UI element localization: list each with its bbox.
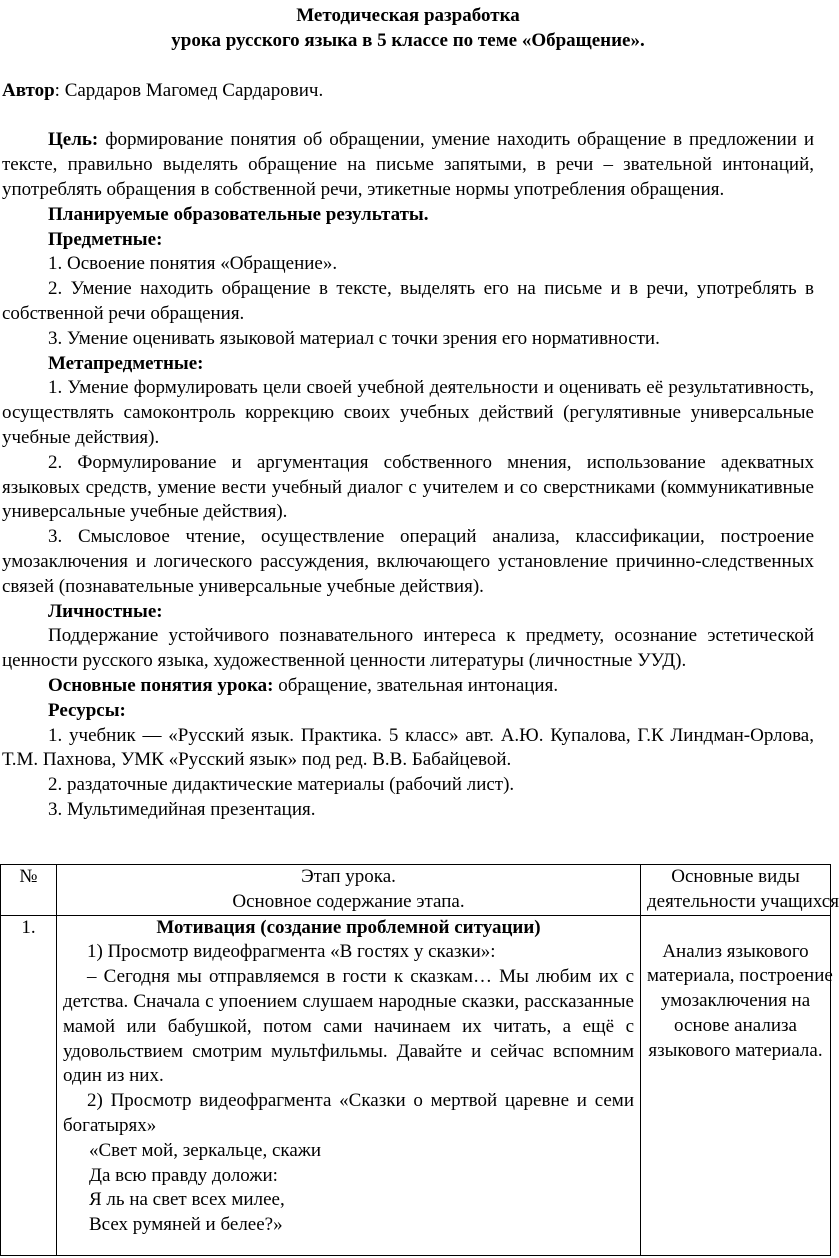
poem-quote (63, 1139, 634, 1238)
author-line: Автор: Сардаров Магомед Сардарович. (2, 79, 324, 101)
header-stage-line-2: Основное содержание этапа. (232, 890, 465, 912)
subject-item-2: 2. Умение находить обращение в тексте, выделять его на письме и в речи, употреблять в собственной речи обращения. (2, 278, 814, 324)
activity-line-4: основе анализа (674, 1014, 797, 1036)
stage-step-1: 1) Просмотр видеофрагмента «В гостях у сказки»: (87, 941, 496, 963)
resources-heading: Ресурсы: (48, 699, 126, 721)
author-label: Автор (2, 79, 55, 101)
goal-text: формирование понятия об обращении, умение находить обращение в предложении и тексте, правильно выделять обращение на письме запятыми, в речи – звательной интонаций, употреблять обращения в собственной речи, этикетные нормы употребления обращения. (2, 129, 814, 200)
poem-line-3: Я ль на свет всех милее, (89, 1189, 285, 1211)
meta-results-heading: Метапредметные: (48, 352, 204, 374)
subject-results-heading: Предметные: (48, 228, 163, 250)
activity-line-5: языкового материала. (648, 1039, 823, 1061)
subject-item-3: 3. Умение оценивать языковой материал с точки зрения его нормативности. (48, 327, 660, 349)
row-activity (641, 915, 831, 1255)
activity-line-1: Анализ языкового (662, 940, 809, 962)
resource-item-2: 2. раздаточные дидактические материалы (рабочий лист). (48, 774, 515, 796)
document-title-line-1: Методическая разработка (296, 5, 520, 26)
subject-item-1: 1. Освоение понятия «Обращение». (48, 253, 338, 275)
stage-step-2: 2) Просмотр видеофрагмента «Сказки о мертвой царевне и семи богатырях» (63, 1090, 634, 1136)
header-number: № (1, 865, 57, 916)
author-name: Сардаров Магомед Сардарович. (64, 79, 324, 101)
row-number: 1. (1, 915, 57, 1255)
personal-results-heading: Личностные: (48, 600, 163, 622)
meta-item-1: 1. Умение формулировать цели своей учебной деятельности и оценивать её результативность, осуществлять самоконтроль коррекцию своих учебных действий (регулятивные универсальные учебные действия). (2, 377, 814, 448)
header-activity (641, 865, 839, 916)
activity-line-3: умозаключения на (660, 990, 811, 1012)
activity-text (647, 940, 833, 1064)
concepts-text: обращение, звательная интонация. (273, 674, 559, 696)
resource-item-1: 1. учебник — «Русский язык. Практика. 5 класс» авт. А.Ю. Купалова, Г.К Линдман-Орлова, Т.М. Пахнова, УМК «Русский язык» под ред. В.В. Бабайцевой. (2, 724, 814, 771)
row-stage-content (57, 915, 641, 1255)
activity-line-2: материала, построение (647, 965, 833, 987)
goal-paragraph (0, 128, 816, 202)
header-activity-line-2: деятельности учащихся (647, 890, 839, 912)
stage-title: Мотивация (создание проблемной ситуации) (156, 916, 541, 938)
concepts-paragraph (0, 674, 816, 699)
stage-step-1-text: – Сегодня мы отправляемся в гости к сказкам… Мы любим их с детства. Сначала с упоением слушаем народные сказки, рассказанные мамой или бабушкой, потом сами начинаем их читать, а ещё с удовольствием смотрим мультфильмы. Давайте и сейчас вспомним один из них. (63, 966, 634, 1087)
results-heading: Планируемые образовательные результаты. (48, 203, 429, 225)
concepts-label: Основные понятия урока: (48, 674, 274, 696)
poem-line-2: Да всю правду доложи: (89, 1164, 278, 1186)
meta-item-3: 3. Смысловое чтение, осуществление операций анализа, классификации, построение умозаключения и логического рассуждения, включающего установление причинно-следственных связей (познавательные универсальные учебные действия). (2, 526, 814, 597)
goal-label: Цель: (48, 129, 99, 151)
poem-line-1: «Свет мой, зеркальце, скажи (89, 1139, 322, 1161)
table-row (1, 915, 831, 1255)
header-activity-line-1: Основные виды (671, 866, 800, 887)
meta-item-2: 2. Формулирование и аргументация собственного мнения, использование адекватных языковых средств, умение вести учебный диалог с учителем и со сверстниками (коммуникативные универсальные учебные действия). (2, 451, 814, 523)
document-title-line-2: урока русского языка в 5 классе по теме «Обращение». (171, 29, 645, 51)
lesson-table (0, 864, 839, 1256)
resource-item-3: 3. Мультимедийная презентация. (48, 798, 316, 820)
table-header-row (1, 865, 831, 916)
personal-results-text: Поддержание устойчивого познавательного интереса к предмету, осознание эстетической ценности русского языка, художественной ценности литературы (личностные УУД). (2, 625, 814, 672)
header-stage (57, 865, 641, 916)
header-stage-line-1: Этап урока. (301, 866, 396, 887)
poem-line-4: Всех румяней и белее?» (89, 1214, 283, 1236)
